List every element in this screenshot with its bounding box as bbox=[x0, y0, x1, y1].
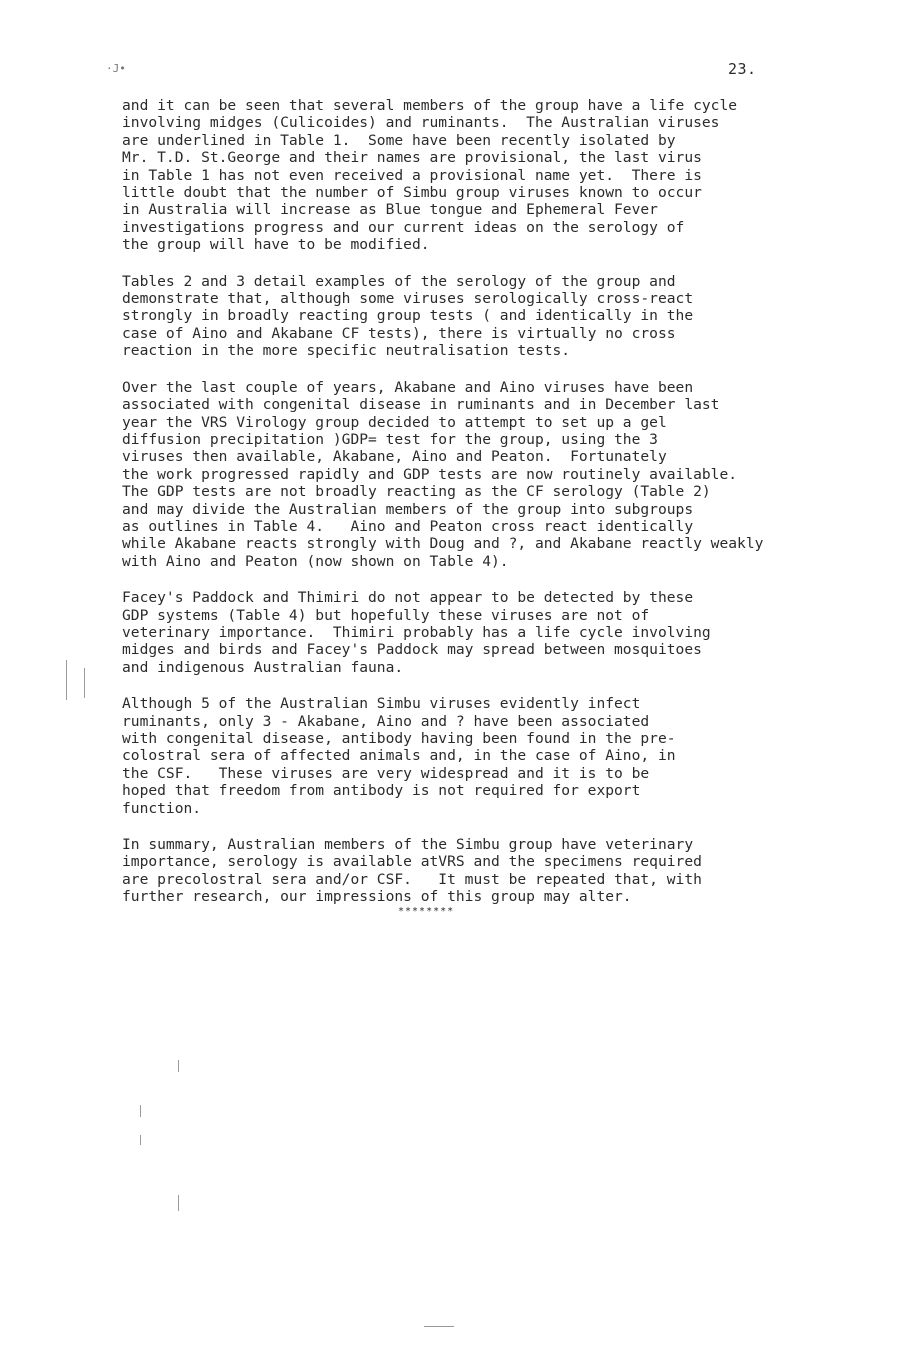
bottom-rule bbox=[424, 1326, 454, 1327]
section-separator: ******** bbox=[398, 906, 455, 917]
paragraph-6: In summary, Australian members of the Simbu group have veterinary importance, serology is available atVRS and the specimens required are precolostral sera and/or CSF. It must be repeated that, with further research, our impressions of this group may alter. bbox=[122, 836, 702, 906]
scan-speck bbox=[178, 1195, 179, 1211]
paragraph-2: Tables 2 and 3 detail examples of the serology of the group and demonstrate that, although some viruses serologically cross-react strongly in broadly reacting group tests ( and identically in the case of Aino and Akabane CF tests), there is virtually no cross reaction in the more specific neutralisation tests. bbox=[122, 272, 694, 360]
scan-speck bbox=[66, 660, 67, 700]
body-text bbox=[122, 97, 822, 925]
page-number: 23. bbox=[728, 60, 757, 78]
scan-speck bbox=[178, 1060, 179, 1072]
scan-speck bbox=[140, 1135, 141, 1145]
paragraph-3: Over the last couple of years, Akabane and Aino viruses have been associated with congenital disease in ruminants and in December last year the VRS Virology group decided to attempt to set up a gel diffusion precipitation )GDP= test for the group, using the 3 viruses then available, Akabane, Aino and Peaton. Fortunately the work progressed rapidly and GDP tests are now routinely available. The GDP tests are not broadly reacting as the CF serology (Table 2) and may divide the Australian members of the group into subgroups as outlines in Table 4. Aino and Peaton cross react identically while Akabane reacts strongly with Doug and ?, and Akabane reactly weakly with Aino and Peaton (now shown on Table 4). bbox=[122, 378, 764, 570]
paragraph-1: and it can be seen that several members of the group have a life cycle involving midges (Culicoides) and ruminants. The Australian viruses are underlined in Table 1. Some have been recently isolated by Mr. T.D. St.George and their names are provisional, the last virus in Table 1 has not even received a provisional name yet. There is little doubt that the number of Simbu group viruses known to occur in Australia will increase as Blue tongue and Ephemeral Fever investigations progress and our current ideas on the serology of the group will have to be modified. bbox=[122, 97, 738, 254]
paragraph-4: Facey's Paddock and Thimiri do not appear to be detected by these GDP systems (Table 4) but hopefully these viruses are not of veterinary importance. Thimiri probably has a life cycle involving midges and birds and Facey's Paddock may spread between mosquitoes and indigenous Australian fauna. bbox=[122, 589, 711, 676]
corner-mark: ·J• bbox=[106, 62, 126, 75]
scan-speck bbox=[140, 1105, 141, 1117]
scan-speck bbox=[84, 668, 85, 698]
paragraph-5: Although 5 of the Australian Simbu viruses evidently infect ruminants, only 3 - Akabane, Aino and ? have been associated with congenital disease, antibody having been found in the pre- colostral sera of affected animals and, in the case of Aino, in the CSF. These viruses are very widespread and it is to be hoped that freedom from antibody is not required for export function. bbox=[122, 695, 676, 817]
